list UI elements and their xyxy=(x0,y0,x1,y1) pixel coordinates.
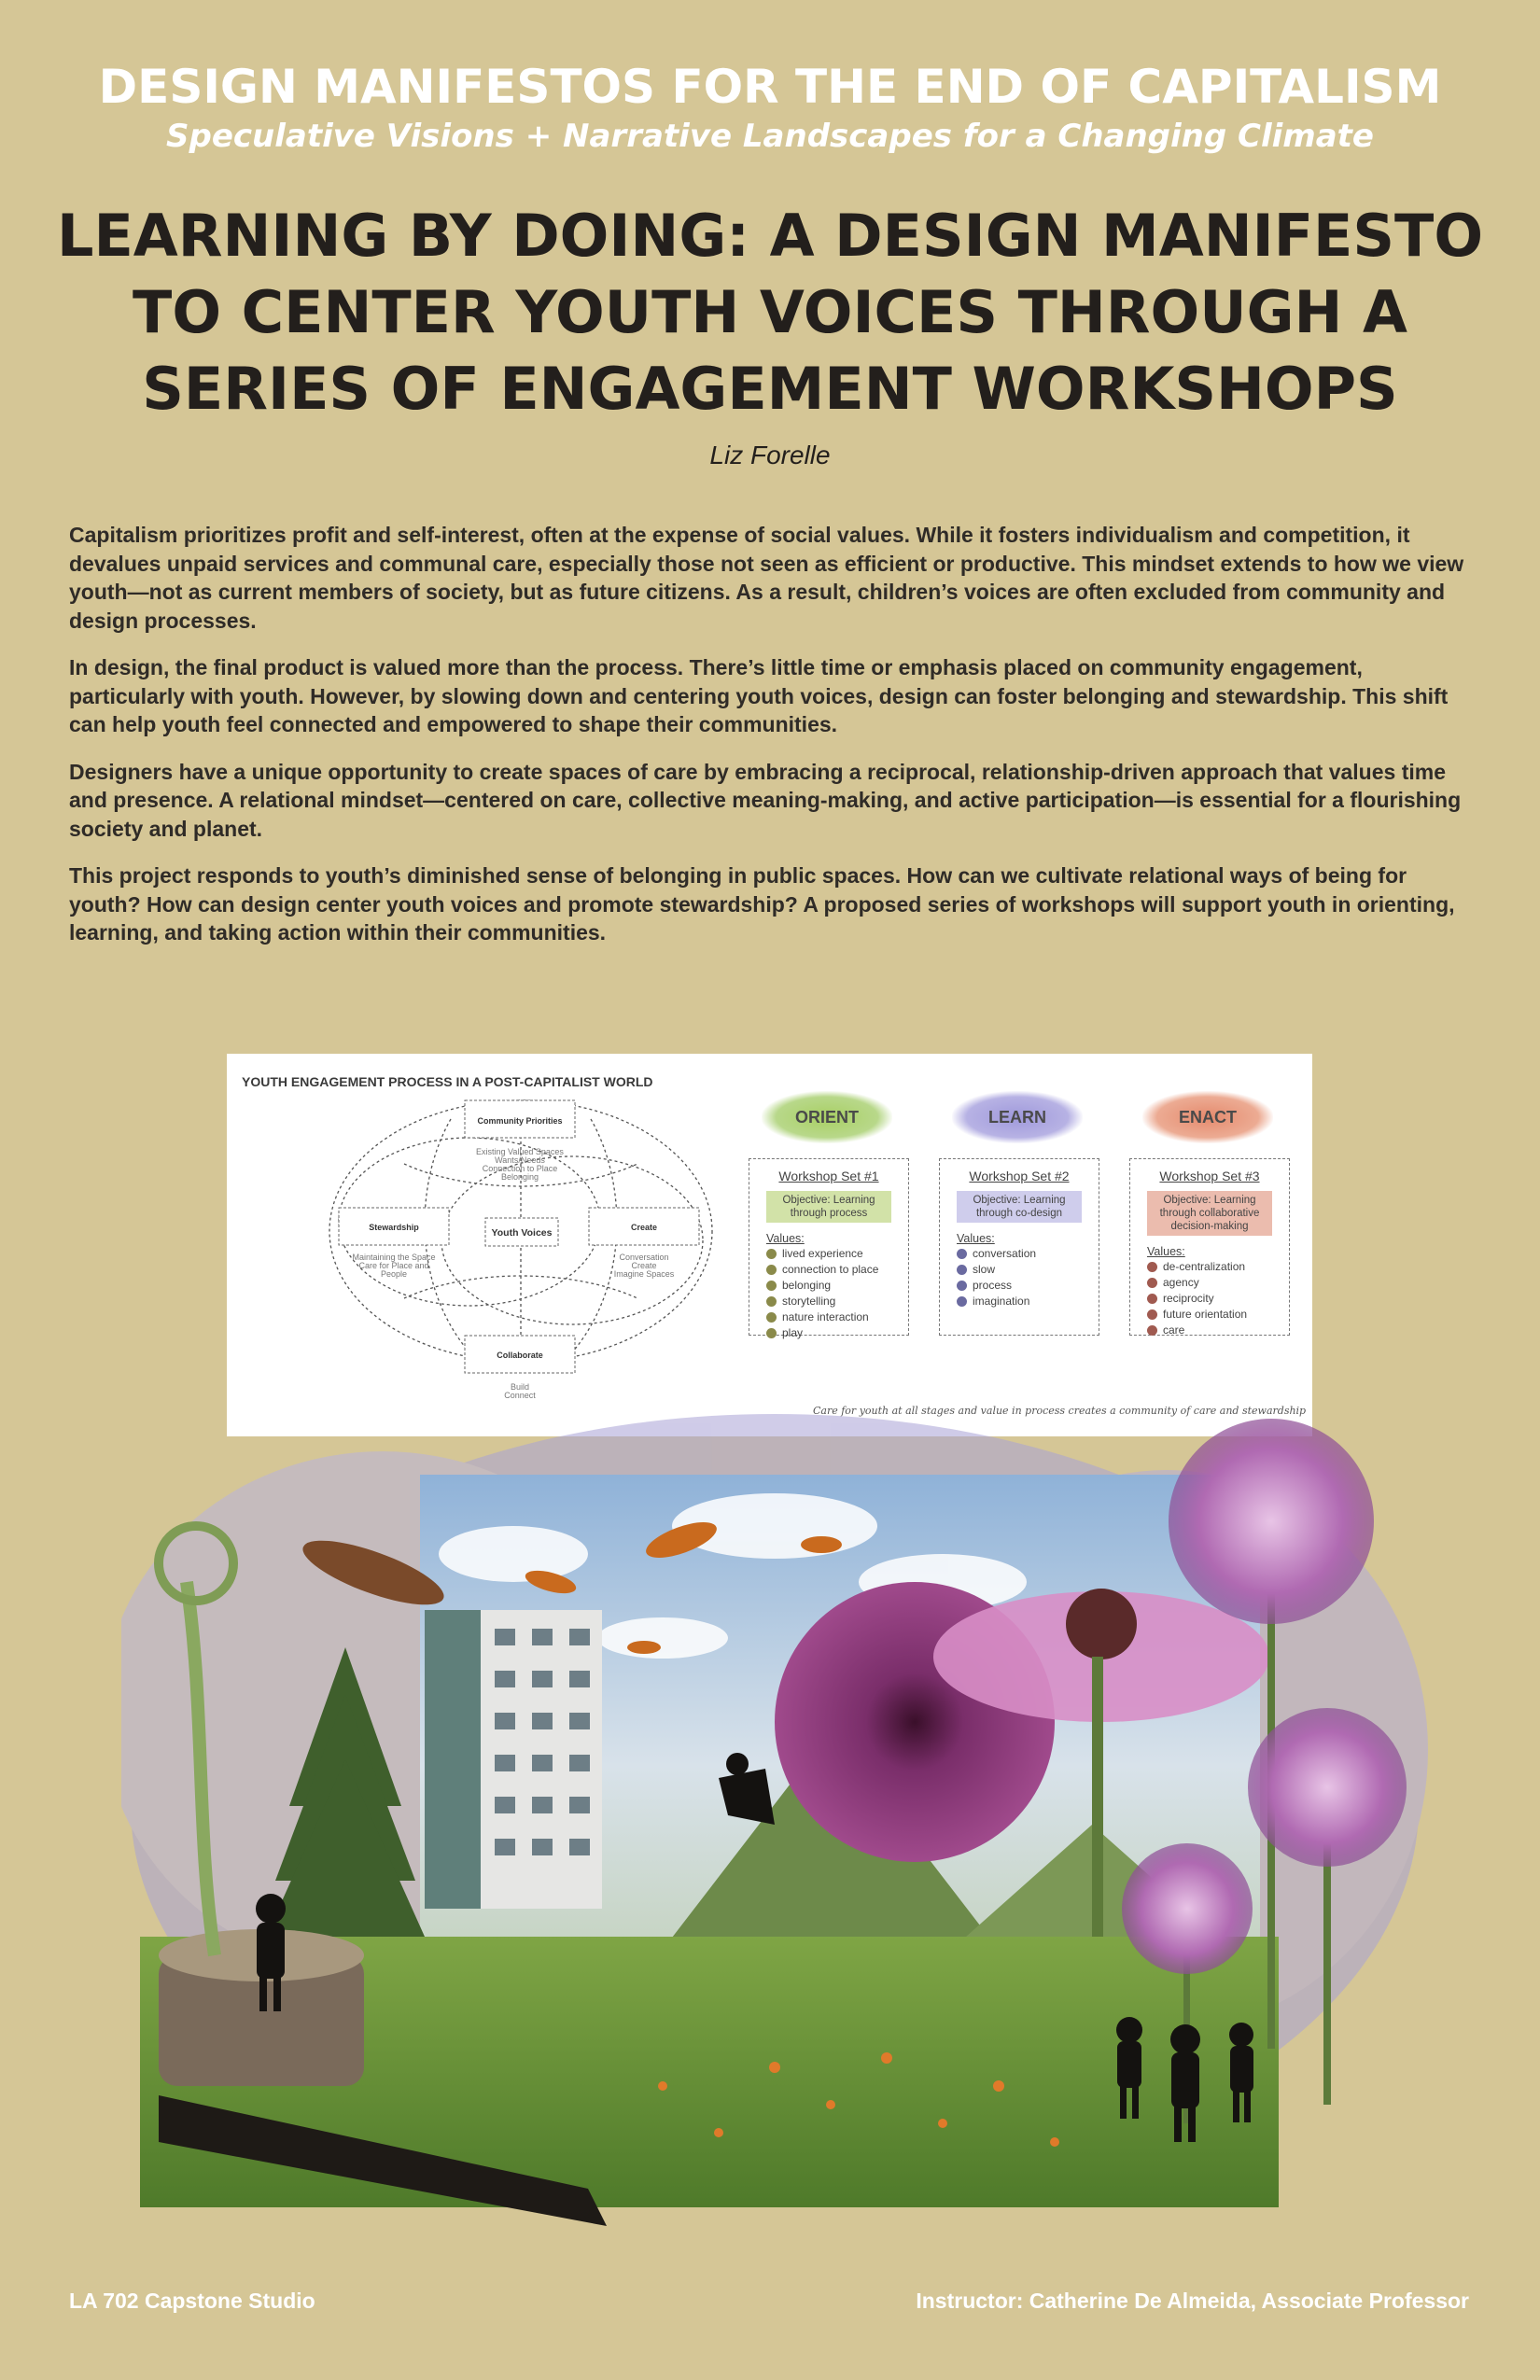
value-icon xyxy=(766,1281,777,1291)
workshop-card-3 xyxy=(1129,1158,1290,1336)
diagram-caption: Care for youth at all stages and value in process creates a community of care and stewardship xyxy=(813,1405,1307,1417)
stewardship-note-2: Care for Place and xyxy=(358,1261,429,1270)
workshop-title: Workshop Set #3 xyxy=(1159,1169,1260,1183)
create-note-3: Imagine Spaces xyxy=(613,1269,675,1279)
phase-orient: ORIENT xyxy=(762,1091,892,1143)
stewardship-note-3: People xyxy=(380,1269,408,1279)
title-line-2: TO CENTER YOUTH VOICES THROUGH A xyxy=(133,278,1407,346)
list-item: imagination xyxy=(957,1295,1087,1309)
collage-illustration xyxy=(121,1414,1428,2226)
value-icon xyxy=(766,1249,777,1259)
node-create: Create xyxy=(630,1223,658,1232)
values-heading: Values: xyxy=(957,1232,995,1245)
value-icon xyxy=(957,1296,967,1307)
node-community-priorities: Community Priorities xyxy=(477,1116,563,1126)
workshop-objective: Objective: Learning through collaborative decision-making xyxy=(1147,1191,1272,1236)
list-item: nature interaction xyxy=(766,1310,897,1324)
body-text xyxy=(69,521,1469,966)
phase-enact: ENACT xyxy=(1142,1091,1273,1143)
values-heading: Values: xyxy=(766,1232,805,1245)
list-item: slow xyxy=(957,1263,1087,1277)
list-item: lived experience xyxy=(766,1247,897,1261)
list-item: future orientation xyxy=(1147,1308,1278,1322)
workshop-card-2 xyxy=(939,1158,1099,1336)
value-icon xyxy=(1147,1278,1157,1288)
list-item: de-centralization xyxy=(1147,1260,1278,1274)
stewardship-note-1: Maintaining the Space xyxy=(352,1253,436,1262)
list-item: storytelling xyxy=(766,1295,897,1309)
workshop-title: Workshop Set #2 xyxy=(969,1169,1070,1183)
list-item: belonging xyxy=(766,1279,897,1293)
paragraph-1: Capitalism prioritizes profit and self-interest, often at the expense of social values. While it fosters individualism and competition, it devalues unpaid services and communal care, especially those not seen as efficient or productive. This mindset extends to how we view youth—not as current members of society, but as future citizens. As a result, children’s voices are often excluded from community and design processes. xyxy=(69,523,1464,633)
value-icon xyxy=(1147,1294,1157,1304)
paragraph-2: In design, the final product is valued more than the process. There’s little time or emphasis placed on community engagement, particularly with youth. However, by slowing down and centering youth voices, design can foster belonging and stewardship. This shift can help youth feel connected and empowered to shape their communities. xyxy=(69,655,1449,736)
list-item: reciprocity xyxy=(1147,1292,1278,1306)
value-icon xyxy=(957,1249,967,1259)
title-line-3: SERIES OF ENGAGEMENT WORKSHOPS xyxy=(142,355,1398,423)
community-note-2: Wants/Needs xyxy=(495,1155,545,1165)
list-item: play xyxy=(766,1326,897,1340)
value-icon xyxy=(1147,1309,1157,1320)
node-stewardship: Stewardship xyxy=(369,1223,419,1232)
value-icon xyxy=(766,1296,777,1307)
author: Liz Forelle xyxy=(709,441,831,469)
footer-instructor: Instructor: Catherine De Almeida, Associate Professor xyxy=(916,2289,1469,2313)
apartment-building xyxy=(425,1610,602,1909)
list-item: conversation xyxy=(957,1247,1087,1261)
community-note-4: Belonging xyxy=(500,1172,539,1182)
value-icon xyxy=(1147,1325,1157,1336)
collaborate-note-1: Build xyxy=(510,1382,530,1392)
value-icon xyxy=(1147,1262,1157,1272)
community-note-1: Existing Valued Spaces xyxy=(476,1147,564,1156)
list-item: agency xyxy=(1147,1276,1278,1290)
values-heading: Values: xyxy=(1147,1245,1185,1258)
list-item: care xyxy=(1147,1323,1278,1337)
values-list xyxy=(761,1247,897,1340)
value-icon xyxy=(766,1312,777,1323)
value-icon xyxy=(766,1265,777,1275)
value-icon xyxy=(957,1281,967,1291)
paragraph-4: This project responds to youth’s diminished sense of belonging in public spaces. How can we cultivate relational ways of being for youth? How can design center youth voices and promote stewardship? A proposed series of workshops will support youth in orienting, learning, and taking action within their communities. xyxy=(69,863,1455,945)
workshop-objective: Objective: Learning through process xyxy=(766,1191,891,1223)
series-subtitle: Speculative Visions + Narrative Landscapes for a Changing Climate xyxy=(166,118,1374,155)
title-line-1: LEARNING BY DOING: A DESIGN MANIFESTO xyxy=(56,202,1484,270)
values-list xyxy=(951,1247,1087,1309)
community-note-3: Connection to Place xyxy=(482,1164,558,1173)
workshop-title: Workshop Set #1 xyxy=(778,1169,879,1183)
create-note-1: Conversation xyxy=(619,1253,669,1262)
list-item: process xyxy=(957,1279,1087,1293)
values-list xyxy=(1141,1260,1278,1337)
value-icon xyxy=(957,1265,967,1275)
collaborate-note-2: Connect xyxy=(504,1391,536,1400)
phase-learn: LEARN xyxy=(952,1091,1083,1143)
page-title xyxy=(37,198,1503,427)
node-collaborate: Collaborate xyxy=(497,1351,543,1360)
workshop-card-1 xyxy=(749,1158,909,1339)
diagram-title: YOUTH ENGAGEMENT PROCESS IN A POST-CAPITALIST WORLD xyxy=(242,1074,653,1089)
value-icon xyxy=(766,1328,777,1338)
workshop-objective: Objective: Learning through co-design xyxy=(957,1191,1082,1223)
node-youth-voices: Youth Voices xyxy=(491,1227,553,1239)
footer-course: LA 702 Capstone Studio xyxy=(69,2289,315,2313)
list-item: connection to place xyxy=(766,1263,897,1277)
paragraph-3: Designers have a unique opportunity to create spaces of care by embracing a reciprocal, relationship-driven approach that values time and presence. A relational mindset—centered on care, collective meaning-making, and active participation—is essential for a flourishing society and planet. xyxy=(69,759,1462,841)
create-note-2: Create xyxy=(631,1261,657,1270)
engagement-diagram xyxy=(227,1054,1312,1436)
series-title: DESIGN MANIFESTOS FOR THE END OF CAPITALISM xyxy=(98,60,1442,114)
